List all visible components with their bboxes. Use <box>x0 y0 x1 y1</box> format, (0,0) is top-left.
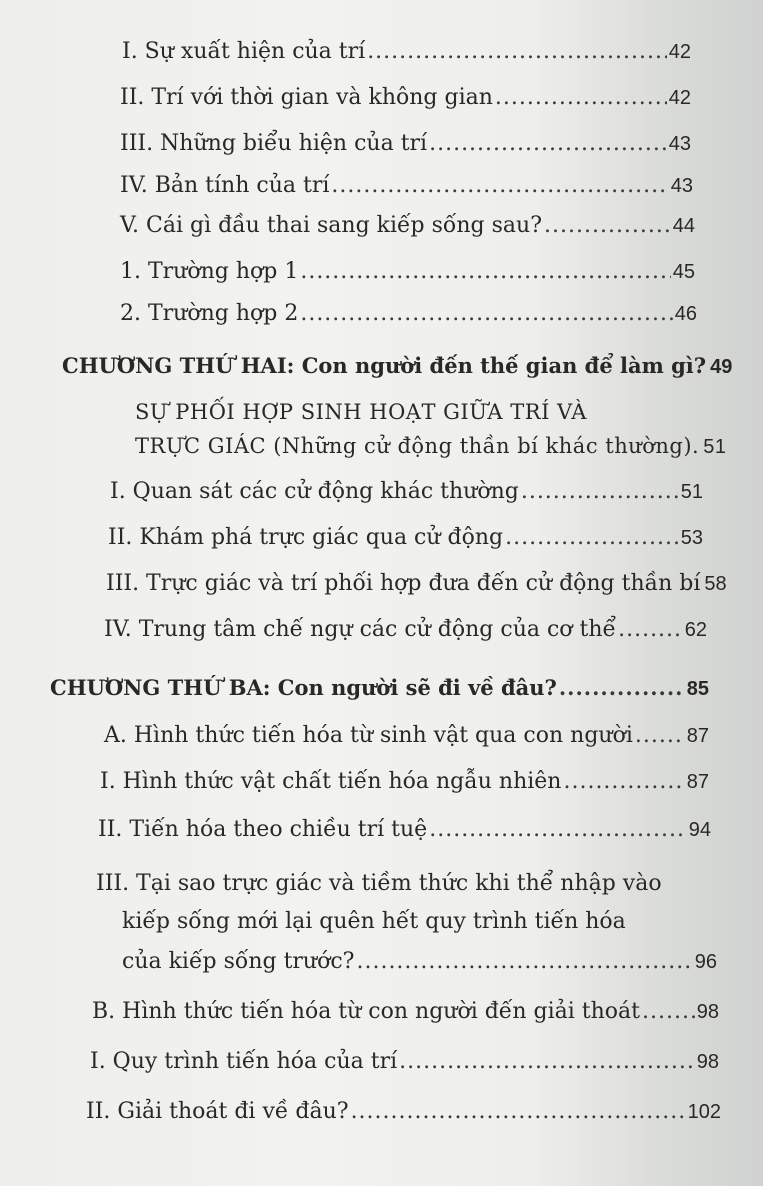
chapter-heading <box>62 352 733 380</box>
toc-entry-label: A. Hình thức tiến hóa từ sinh vật qua con người <box>104 723 633 748</box>
toc-entry-label: II. Trí với thời gian và không gian <box>120 85 493 110</box>
toc-entry-label: 2. Trường hợp 2 <box>120 301 299 326</box>
toc-entry-page: 85 <box>686 678 709 700</box>
leader-dots <box>331 172 668 200</box>
toc-entry-page: 87 <box>686 725 709 747</box>
toc-entry <box>120 130 691 158</box>
toc-entry <box>86 1098 721 1126</box>
toc-entry-page: 43 <box>670 175 693 197</box>
toc-entry <box>122 38 691 66</box>
leader-dots <box>559 674 685 702</box>
leader-dots <box>300 258 670 286</box>
leader-dots <box>635 722 685 750</box>
toc-entry-page: 87 <box>686 771 709 793</box>
leader-dots <box>495 84 667 112</box>
leader-dots <box>618 616 683 644</box>
toc-entry <box>104 616 707 644</box>
toc-entry-label: I. Hình thức vật chất tiến hóa ngẫu nhiên <box>100 769 562 794</box>
toc-entry-page: 98 <box>696 1001 719 1023</box>
toc-entry-label: I. Quy trình tiến hóa của trí <box>90 1049 398 1074</box>
chapter-heading <box>50 674 709 702</box>
toc-entry <box>108 524 703 552</box>
toc-entry <box>120 300 697 328</box>
toc-entry-label: TRỰC GIÁC (Những cử động thần bí khác thường). <box>135 434 700 458</box>
leader-dots <box>367 38 667 66</box>
toc-entry-label: IV. Bản tính của trí <box>120 173 330 198</box>
toc-entry-label: III. Những biểu hiện của trí <box>120 131 428 156</box>
toc-entry-line: kiếp sống mới lại quên hết quy trình tiến hóa <box>122 909 626 934</box>
toc-entry-label: III. Trực giác và trí phối hợp đưa đến cử động thần bí <box>106 571 701 596</box>
toc-entry-label: B. Hình thức tiến hóa từ con người đến giải thoát <box>92 999 640 1024</box>
leader-dots <box>505 524 679 552</box>
toc-entry-label: II. Giải thoát đi về đâu? <box>86 1099 349 1124</box>
toc-entry-page: 62 <box>684 619 707 641</box>
toc-entry-page: 44 <box>672 215 695 237</box>
toc-entry <box>104 722 709 750</box>
toc-entry-page: 42 <box>668 87 691 109</box>
toc-entry <box>100 768 709 796</box>
leader-dots <box>399 1048 695 1076</box>
toc-entry-label: V. Cái gì đầu thai sang kiếp sống sau? <box>120 213 542 238</box>
toc-entry <box>135 432 727 460</box>
leader-dots <box>351 1098 686 1126</box>
toc-entry-page: 58 <box>704 573 727 595</box>
toc-entry-page: 94 <box>688 819 711 841</box>
toc-entry-label: II. Tiến hóa theo chiều trí tuệ <box>98 817 428 842</box>
toc-entry <box>90 1048 719 1076</box>
toc-entry-page: 53 <box>680 527 703 549</box>
leader-dots <box>521 478 679 506</box>
leader-dots <box>544 212 671 240</box>
toc-entry-line: III. Tại sao trực giác và tiềm thức khi thể nhập vào <box>96 871 662 896</box>
toc-entry <box>120 172 693 200</box>
leader-dots <box>356 948 692 976</box>
toc-entry-page: 51 <box>703 436 727 458</box>
toc-entry-page: 102 <box>687 1101 721 1123</box>
leader-dots <box>300 300 672 328</box>
toc-entry <box>110 478 703 506</box>
toc-entry-label: của kiếp sống trước? <box>122 949 355 974</box>
leader-dots <box>429 816 687 844</box>
toc-entry-page: 96 <box>694 951 717 973</box>
toc-entry-page: 42 <box>668 41 691 63</box>
toc-entry-label: 1. Trường hợp 1 <box>120 259 299 284</box>
toc-entry-page: 46 <box>674 303 697 325</box>
toc-entry-label: I. Sự xuất hiện của trí <box>122 39 366 64</box>
chapter-title: CHƯƠNG THỨ HAI: Con người đến thế gian để làm gì? <box>62 353 707 378</box>
toc-entry-page: 49 <box>710 356 733 378</box>
toc-entry <box>106 570 727 598</box>
leader-dots <box>563 768 684 796</box>
toc-entry <box>120 84 691 112</box>
toc-entry-label: I. Quan sát các cử động khác thường <box>110 479 519 504</box>
leader-dots <box>429 130 667 158</box>
toc-entry <box>122 948 717 976</box>
toc-entry-label: IV. Trung tâm chế ngự các cử động của cơ thể <box>104 617 617 642</box>
toc-entry-page: 51 <box>680 481 703 503</box>
toc-entry <box>98 816 711 844</box>
toc-entry-label: II. Khám phá trực giác qua cử động <box>108 525 504 550</box>
toc-entry-page: 45 <box>672 261 695 283</box>
section-title-line: SỰ PHỐI HỢP SINH HOẠT GIỮA TRÍ VÀ <box>135 400 587 424</box>
toc-entry-page: 98 <box>696 1051 719 1073</box>
toc-entry-page: 43 <box>668 133 691 155</box>
toc-entry <box>92 998 719 1026</box>
toc-entry <box>120 212 695 240</box>
chapter-title: CHƯƠNG THỨ BA: Con người sẽ đi về đâu? <box>50 675 557 700</box>
leader-dots <box>642 998 695 1026</box>
toc-entry <box>120 258 695 286</box>
